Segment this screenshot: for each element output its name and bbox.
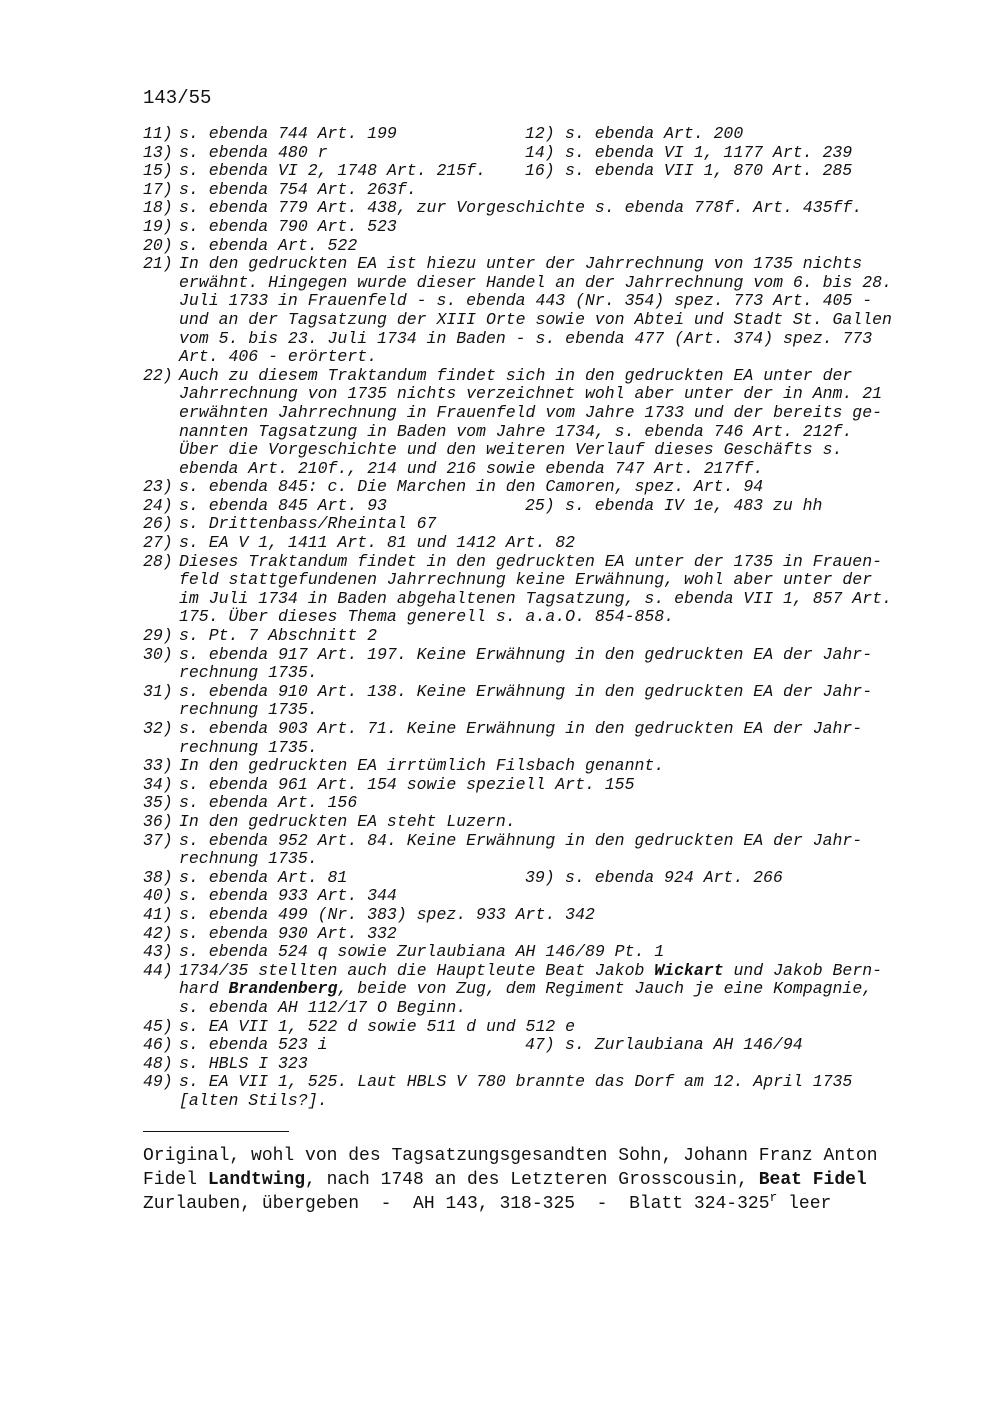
footnote-text: s. ebenda 524 q sowie Zurlaubiana AH 146/89 Pt. 1 [179, 942, 665, 962]
footnote-number: 36) [143, 811, 173, 831]
footnote-47 [525, 1036, 907, 1055]
footnote-number: 29) [143, 626, 173, 646]
footnote-32 [143, 720, 923, 757]
footnote-11 [143, 125, 525, 144]
footnote-text: s. Zurlaubiana AH 146/94 [565, 1035, 803, 1055]
footnote-text: s. ebenda 903 Art. 71. Keine Erwähnung in den gedruckten EA der Jahr- rechnung 1735. [179, 719, 863, 757]
footnote-number: 16) [525, 161, 555, 181]
footnote-number: 45) [143, 1016, 173, 1036]
footnote-number: 15) [143, 161, 173, 181]
person-name-landtwing: Landtwing [207, 1170, 306, 1190]
footnote-text: In den gedruckten EA irrtümlich Filsbach genannt. [179, 756, 665, 776]
footnote-text: s. ebenda 499 (Nr. 383) spez. 933 Art. 342 [179, 904, 595, 924]
footnote-number: 35) [143, 793, 173, 813]
footnote-text: s. ebenda 933 Art. 344 [179, 886, 397, 906]
footnote-49 [143, 1073, 923, 1110]
footnote-text-part: und Jakob Bern- hard [179, 960, 883, 999]
footnote-36 [143, 813, 923, 832]
footnote-text: s. Pt. 7 Abschnitt 2 [179, 626, 378, 646]
footnote-text: s. ebenda 523 i [179, 1035, 328, 1055]
footnote-number: 31) [143, 681, 173, 701]
footnote-text: s. ebenda VII 1, 870 Art. 285 [565, 161, 853, 181]
person-name-wickart: Wickart [654, 960, 724, 980]
footnote-44 [143, 962, 923, 1018]
footnote-number: 42) [143, 923, 173, 943]
footnote-text: s. Drittenbass/Rheintal 67 [179, 514, 437, 534]
footnote-number: 38) [143, 867, 173, 887]
footnote-28 [143, 553, 923, 627]
footnote-27 [143, 534, 923, 553]
footnote-number: 48) [143, 1053, 173, 1073]
footnote-row [143, 1036, 923, 1055]
footnote-text: s. ebenda 961 Art. 154 sowie speziell Art. 155 [179, 774, 635, 794]
footnote-text: s. HBLS I 323 [179, 1053, 308, 1073]
footnote-text: In den gedruckten EA steht Luzern. [179, 811, 516, 831]
footnote-row [143, 125, 923, 144]
footnote-text: s. EA V 1, 1411 Art. 81 und 1412 Art. 82 [179, 533, 576, 553]
footnote-row [143, 144, 923, 163]
footnote-39 [525, 869, 907, 888]
footnote-number: 12) [525, 124, 555, 143]
footnote-text: s. ebenda 952 Art. 84. Keine Erwähnung in den gedruckten EA der Jahr- rechnung 1735. [179, 830, 863, 869]
footnote-42 [143, 925, 923, 944]
footnote-23 [143, 478, 923, 497]
footnote-text: s. ebenda 910 Art. 138. Keine Erwähnung in den gedruckten EA der Jahr- rechnung 1735. [179, 681, 873, 720]
footnote-45 [143, 1018, 923, 1037]
footnote-text-part: 1734/35 stellten auch die Hauptleute Beat Jakob [179, 960, 655, 980]
footnote-number: 17) [143, 179, 173, 199]
footnote-30 [143, 646, 923, 683]
footnote-number: 14) [525, 142, 555, 162]
footnote-number: 26) [143, 514, 173, 534]
footnote-22 [143, 367, 923, 479]
footnote-text: s. ebenda IV 1e, 483 zu hh [565, 495, 823, 515]
footnotes [143, 125, 923, 1110]
footnote-number: 34) [143, 774, 173, 794]
footnote-text: s. ebenda 917 Art. 197. Keine Erwähnung in den gedruckten EA der Jahr- rechnung 1735. [179, 644, 873, 683]
footnote-text: s. ebenda 754 Art. 263f. [179, 179, 417, 199]
footnote-number: 40) [143, 886, 173, 906]
footnote-number: 23) [143, 477, 173, 497]
footnote-17 [143, 181, 923, 200]
footnote-29 [143, 627, 923, 646]
footnote-20 [143, 237, 923, 256]
person-name-brandenberg: Brandenberg [228, 979, 338, 999]
footnote-26 [143, 515, 923, 534]
footnote-text: s. ebenda 930 Art. 332 [179, 923, 397, 943]
footnote-37 [143, 832, 923, 869]
footnote-12 [525, 125, 907, 144]
footnote-13 [143, 144, 525, 163]
footnote-16 [525, 162, 907, 181]
footnote-number: 47) [525, 1035, 555, 1055]
footnote-number: 13) [143, 142, 173, 162]
footnote-row [143, 162, 923, 181]
footnote-35 [143, 794, 923, 813]
footnote-15 [143, 162, 525, 181]
source-text-part: Zurlauben, übergeben - AH 143, 318-325 - Blatt 324-325 [143, 1194, 770, 1214]
footnote-text: s. ebenda 845 Art. 93 [179, 495, 387, 515]
footnote-number: 30) [143, 644, 173, 664]
footnote-text: s. ebenda 845: c. Die Marchen in den Camoren, spez. Art. 94 [179, 477, 764, 497]
footnote-number: 20) [143, 235, 173, 255]
separator-rule [143, 1131, 289, 1132]
source-note [143, 1144, 943, 1216]
footnote-33 [143, 757, 923, 776]
footnote-25 [525, 497, 907, 516]
footnote-text: s. ebenda Art. 522 [179, 235, 358, 255]
recto-superscript: r [769, 1190, 778, 1205]
footnote-14 [525, 144, 907, 163]
footnote-number: 49) [143, 1072, 173, 1092]
footnote-number: 37) [143, 830, 173, 850]
footnote-43 [143, 943, 923, 962]
footnote-number: 11) [143, 124, 173, 143]
footnote-21 [143, 255, 923, 367]
footnote-text: Dieses Traktandum findet in den gedruckten EA unter der 1735 in Frauen- feld stattgefundenen Jahrrechnung keine Erwähnung, wohl aber unter der im Juli 1734 in Baden abgehaltenen Tagsatzung, s. ebenda VII 1, 857 Art. 175. Über dieses Thema generell s. a.a.O. 854-858. [179, 551, 892, 627]
source-text-part: , nach 1748 an des Letzteren Grosscousin, [305, 1170, 759, 1190]
footnote-34 [143, 776, 923, 795]
person-name-beat-fidel: Beat Fidel [758, 1170, 867, 1190]
footnote-text: s. ebenda 924 Art. 266 [565, 867, 783, 887]
footnote-text: s. ebenda 744 Art. 199 [179, 124, 397, 143]
footnote-text: Auch zu diesem Traktandum findet sich in den gedruckten EA unter der Jahrrechnung von 1735 nichts verzeichnet wohl aber unter der in Anm. 21 erwähnten Jahrrechnung in Frauenfeld vom Jahre 1733 und der bereits ge- nannten Tagsatzung in Baden vom Jahre 1734, s. ebenda 746 Art. 212f. Über die Vorgeschichte und den weiteren Verlauf dieses Geschäfts s. ebenda Art. 210f., 214 und 216 sowie ebenda 747 Art. 217ff. [179, 365, 883, 478]
footnote-number: 25) [525, 495, 555, 515]
footnote-text: s. ebenda VI 2, 1748 Art. 215f. [179, 161, 486, 181]
footnote-text: s. ebenda 480 r [179, 142, 328, 162]
footnote-41 [143, 906, 923, 925]
footnote-number: 19) [143, 216, 173, 236]
footnote-number: 33) [143, 756, 173, 776]
footnote-19 [143, 218, 923, 237]
footnote-text: In den gedruckten EA ist hiezu unter der Jahrrechnung von 1735 nichts erwähnt. Hingegen wurde dieser Handel an der Jahrrechnung vom 6. bis 28. Juli 1733 in Frauenfeld - s. ebenda 443 (Nr. 354) spez. 773 Art. 405 - und an der Tagsatzung der XIII Orte sowie von Abtei und Stadt St. Gallen vom 5. bis 23. Juli 1734 in Baden - s. ebenda 477 (Art. 374) spez. 773 Art. 406 - erörtert. [179, 254, 892, 367]
footnote-text-part: , beide von Zug, dem Regiment Jauch je eine Kompagnie, s. ebenda AH 112/17 O Beginn. [179, 979, 873, 1017]
footnote-number: 32) [143, 719, 173, 738]
footnote-24 [143, 497, 525, 516]
footnote-number: 24) [143, 495, 173, 515]
footnote-text: s. ebenda VI 1, 1177 Art. 239 [565, 142, 853, 162]
footnote-46 [143, 1036, 525, 1055]
footnote-text: s. ebenda 779 Art. 438, zur Vorgeschichte s. ebenda 778f. Art. 435ff. [179, 198, 863, 218]
footnote-31 [143, 683, 923, 720]
footnote-number: 21) [143, 254, 173, 274]
footnote-number: 44) [143, 960, 173, 980]
footnote-number: 41) [143, 904, 173, 924]
page-number: 143/55 [143, 87, 212, 109]
footnote-18 [143, 199, 923, 218]
source-text-part: Original, wohl von des Tagsatzungsgesandten Sohn, Johann Franz Anton Fidel [143, 1146, 878, 1190]
footnote-40 [143, 887, 923, 906]
footnote-text [179, 962, 882, 1018]
footnote-text: s. ebenda 790 Art. 523 [179, 216, 397, 236]
footnote-number: 28) [143, 551, 173, 571]
footnote-number: 18) [143, 198, 173, 218]
footnote-number: 43) [143, 942, 173, 962]
footnote-text: s. ebenda Art. 81 [179, 867, 348, 887]
footnote-text: s. ebenda Art. 156 [179, 793, 358, 813]
footnote-48 [143, 1055, 923, 1074]
source-text-part: leer [777, 1194, 832, 1214]
footnote-38 [143, 869, 525, 888]
footnote-row [143, 869, 923, 888]
footnote-text: s. EA VII 1, 522 d sowie 511 d und 512 e [179, 1016, 576, 1036]
footnote-text: s. ebenda Art. 200 [565, 124, 744, 143]
footnote-number: 46) [143, 1035, 173, 1055]
footnote-text: s. EA VII 1, 525. Laut HBLS V 780 brannte das Dorf am 12. April 1735 [alten Stils?]. [179, 1072, 853, 1110]
footnote-number: 27) [143, 533, 173, 553]
footnote-number: 39) [525, 867, 555, 887]
footnote-number: 22) [143, 365, 173, 385]
footnote-row [143, 497, 923, 516]
